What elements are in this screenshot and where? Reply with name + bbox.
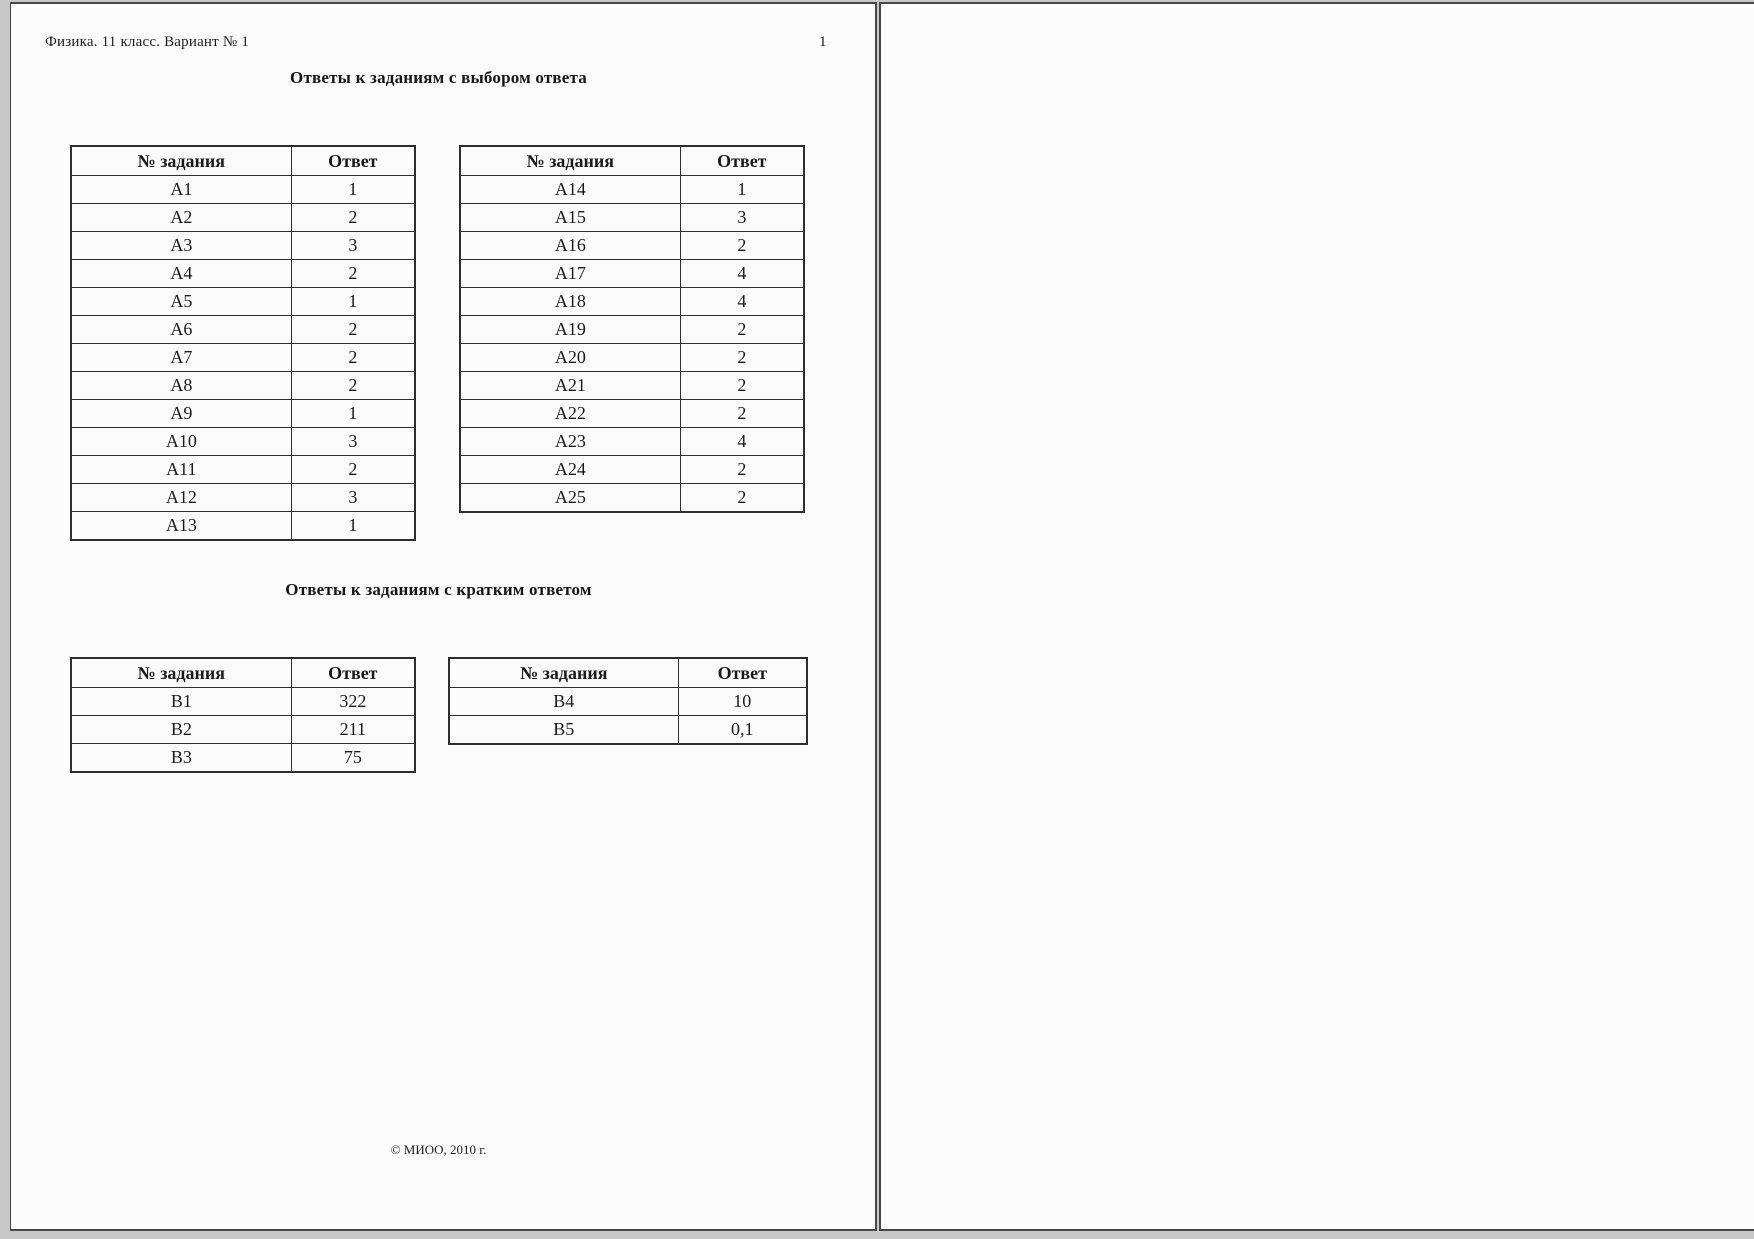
table-row [71,428,415,456]
table-row [71,456,415,484]
table-row [71,260,415,288]
table-row [71,372,415,400]
table-row [460,456,804,484]
task-number-cell: А23 [460,428,680,456]
answer-cell: 1 [291,288,415,316]
task-number-cell: А22 [460,400,680,428]
task-number-cell: А14 [460,176,680,204]
table-row [71,344,415,372]
page-number: 1 [819,34,827,50]
choice-answers-table-left [70,145,416,541]
answer-cell: 2 [680,232,804,260]
answer-cell: 2 [680,484,804,513]
table-header-row [460,146,804,176]
table-header-row [71,658,415,688]
table-row [460,204,804,232]
answer-cell: 2 [291,456,415,484]
task-number-cell: А16 [460,232,680,260]
choice-answers-table-right [459,145,805,513]
task-number-cell: А25 [460,484,680,513]
answer-cell: 2 [680,456,804,484]
column-header-answer: Ответ [680,146,804,176]
answer-cell: 3 [680,204,804,232]
table-row [460,176,804,204]
task-number-cell: А18 [460,288,680,316]
answer-cell: 2 [291,344,415,372]
answer-cell: 2 [680,316,804,344]
table-row [71,316,415,344]
table-row [449,716,807,745]
task-number-cell: А12 [71,484,291,512]
table-row [460,428,804,456]
task-number-cell: В5 [449,716,678,745]
answer-cell: 10 [678,688,807,716]
table-row [71,744,415,773]
answer-cell: 3 [291,232,415,260]
answer-cell: 2 [291,204,415,232]
answer-cell: 1 [291,400,415,428]
task-number-cell: В4 [449,688,678,716]
column-header-answer: Ответ [678,658,807,688]
task-number-cell: В1 [71,688,291,716]
table-row [460,344,804,372]
answer-cell: 0,1 [678,716,807,745]
table-row [460,232,804,260]
section-title-choice-answers: Ответы к заданиям с выбором ответа [290,68,587,87]
answer-cell: 75 [291,744,415,773]
answer-cell: 2 [680,400,804,428]
table-row [460,372,804,400]
answer-cell: 1 [291,512,415,541]
table-row [71,232,415,260]
answer-cell: 2 [680,344,804,372]
task-number-cell: А19 [460,316,680,344]
answer-cell: 4 [680,428,804,456]
running-header: Физика. 11 класс. Вариант № 1 [45,34,250,50]
table-row [71,688,415,716]
answer-cell: 2 [680,372,804,400]
task-number-cell: А9 [71,400,291,428]
short-answers-table-right [448,657,808,745]
task-number-cell: А6 [71,316,291,344]
answer-cell: 322 [291,688,415,716]
column-header-answer: Ответ [291,658,415,688]
task-number-cell: А5 [71,288,291,316]
table-row [71,484,415,512]
table-row [71,288,415,316]
table-row [460,484,804,513]
table-header-row [449,658,807,688]
column-header-answer: Ответ [291,146,415,176]
column-header-task: № задания [449,658,678,688]
task-number-cell: А11 [71,456,291,484]
task-number-cell: А3 [71,232,291,260]
answer-cell: 1 [291,176,415,204]
task-number-cell: А2 [71,204,291,232]
task-number-cell: А20 [460,344,680,372]
task-number-cell: А1 [71,176,291,204]
answer-cell: 3 [291,428,415,456]
table-row [71,716,415,744]
task-number-cell: А21 [460,372,680,400]
table-row [460,288,804,316]
task-number-cell: А4 [71,260,291,288]
table-row [71,400,415,428]
task-number-cell: А24 [460,456,680,484]
short-answers-table-left [70,657,416,773]
answer-cell: 2 [291,316,415,344]
column-header-task: № задания [71,146,291,176]
answer-cell: 2 [291,372,415,400]
answer-cell: 2 [291,260,415,288]
column-header-task: № задания [460,146,680,176]
table-row [460,260,804,288]
answer-cell: 4 [680,288,804,316]
copyright-footer: © МИОО, 2010 г. [390,1142,487,1157]
table-row [71,512,415,541]
page-1 [10,2,877,1231]
task-number-cell: А8 [71,372,291,400]
task-number-cell: В3 [71,744,291,773]
answer-cell: 4 [680,260,804,288]
answer-cell: 1 [680,176,804,204]
task-number-cell: А15 [460,204,680,232]
table-header-row [71,146,415,176]
table-row [460,316,804,344]
answer-cell: 3 [291,484,415,512]
task-number-cell: В2 [71,716,291,744]
page-2 [879,2,1754,1231]
answer-cell: 211 [291,716,415,744]
table-row [71,204,415,232]
task-number-cell: А13 [71,512,291,541]
table-row [449,688,807,716]
table-row [460,400,804,428]
section-title-short-answers: Ответы к заданиям с кратким ответом [285,580,592,599]
task-number-cell: А17 [460,260,680,288]
column-header-task: № задания [71,658,291,688]
table-row [71,176,415,204]
task-number-cell: А7 [71,344,291,372]
task-number-cell: А10 [71,428,291,456]
